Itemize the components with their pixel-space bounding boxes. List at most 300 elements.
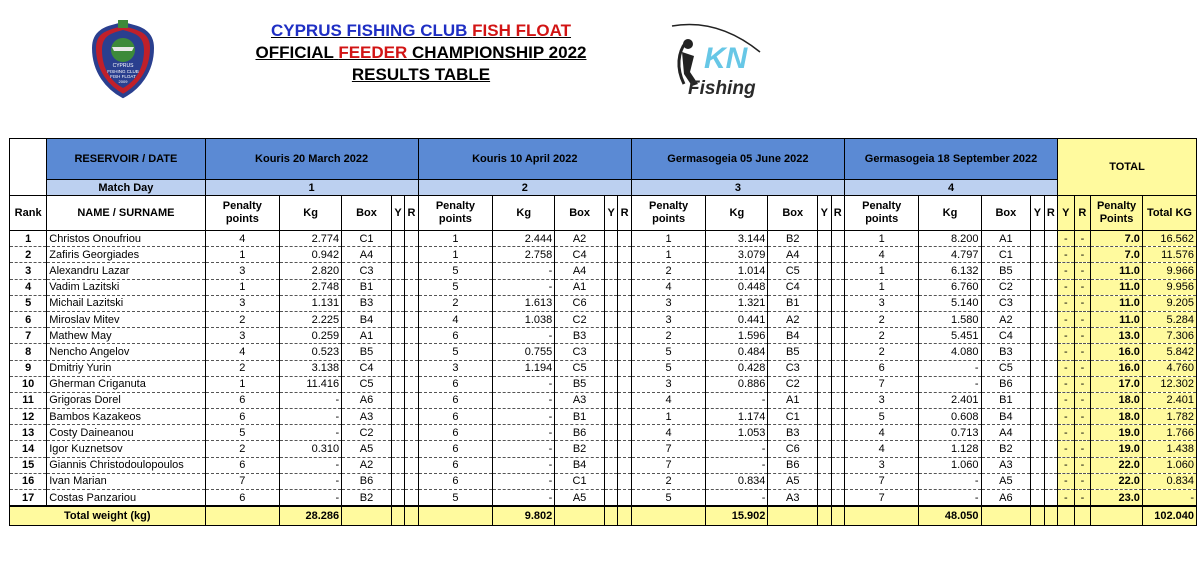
penalty-cell: 1	[844, 263, 919, 279]
penalty-cell: 1	[631, 231, 706, 247]
results-table	[9, 138, 1197, 526]
total-penalty-cell: 7.0	[1091, 231, 1143, 247]
yellow-card-cell	[818, 247, 831, 263]
box-cell: A2	[768, 311, 818, 327]
red-card-cell	[1044, 392, 1057, 408]
rank-cell: 4	[10, 279, 47, 295]
kg-cell: -	[493, 441, 555, 457]
table-row	[10, 295, 1197, 311]
red-card-cell	[831, 392, 844, 408]
total-r-cell: -	[1074, 473, 1091, 489]
kg-cell: 3.079	[706, 247, 768, 263]
kg-cell: 11.416	[280, 376, 342, 392]
box-cell: A3	[342, 409, 392, 425]
red-card-cell	[405, 441, 418, 457]
kg-cell: 0.428	[706, 360, 768, 376]
red-card-cell	[618, 392, 632, 408]
kg-cell: -	[280, 392, 342, 408]
total-y-cell: -	[1058, 279, 1075, 295]
table-row	[10, 360, 1197, 376]
yellow-card-cell	[391, 247, 404, 263]
table-row	[10, 425, 1197, 441]
reservoir-header: RESERVOIR / DATE	[47, 139, 205, 180]
total-kg-cell: 7.306	[1142, 328, 1196, 344]
total-penalty-cell: 16.0	[1091, 344, 1143, 360]
kg-cell: -	[493, 263, 555, 279]
total-kg-cell: 9.966	[1142, 263, 1196, 279]
box-cell: C1	[555, 473, 605, 489]
name-cell: Mathew May	[47, 328, 205, 344]
penalty-cell: 4	[631, 392, 706, 408]
penalty-cell: 6	[418, 392, 493, 408]
box-cell: A4	[768, 247, 818, 263]
rank-cell: 12	[10, 409, 47, 425]
match-4-title: Germasogeia 18 September 2022	[844, 139, 1057, 180]
red-card-cell	[405, 473, 418, 489]
kg-cell: 5.451	[919, 328, 981, 344]
yellow-card-cell	[1031, 490, 1044, 507]
total-y-cell: -	[1058, 344, 1075, 360]
total-kg-cell: 1.438	[1142, 441, 1196, 457]
box-cell: B5	[555, 376, 605, 392]
m4-y-header: Y	[1031, 196, 1044, 231]
kg-cell: 0.942	[280, 247, 342, 263]
yellow-card-cell	[1031, 328, 1044, 344]
penalty-cell: 3	[844, 392, 919, 408]
total-r-cell: -	[1074, 247, 1091, 263]
total-y-cell: -	[1058, 328, 1075, 344]
total-penalty-cell: 13.0	[1091, 328, 1143, 344]
yellow-card-cell	[818, 344, 831, 360]
kg-cell: 0.448	[706, 279, 768, 295]
table-row	[10, 473, 1197, 489]
table-row	[10, 441, 1197, 457]
penalty-cell: 5	[631, 360, 706, 376]
kg-cell: -	[919, 473, 981, 489]
grand-total-kg: 102.040	[1142, 506, 1196, 526]
name-cell: Igor Kuznetsov	[47, 441, 205, 457]
kg-cell: 0.310	[280, 441, 342, 457]
club-logo	[88, 20, 158, 100]
total-kg-cell: 2.401	[1142, 392, 1196, 408]
table-row	[10, 344, 1197, 360]
total-kg-cell: -	[1142, 490, 1196, 507]
table-row	[10, 457, 1197, 473]
total-penalty-cell: 17.0	[1091, 376, 1143, 392]
matchday-header: Match Day	[47, 180, 205, 196]
kg-cell: 0.608	[919, 409, 981, 425]
penalty-cell: 5	[418, 344, 493, 360]
yellow-card-cell	[391, 473, 404, 489]
penalty-cell: 3	[418, 360, 493, 376]
total-kg-cell: 5.284	[1142, 311, 1196, 327]
rank-cell: 6	[10, 311, 47, 327]
total-penalty-cell: 7.0	[1091, 247, 1143, 263]
kg-cell: 5.140	[919, 295, 981, 311]
total-kg-cell: 11.576	[1142, 247, 1196, 263]
penalty-cell: 4	[844, 441, 919, 457]
yellow-card-cell	[818, 409, 831, 425]
rank-cell: 15	[10, 457, 47, 473]
box-cell: C1	[981, 247, 1031, 263]
yellow-card-cell	[1031, 409, 1044, 425]
m3-kg-header: Kg	[706, 196, 768, 231]
box-cell: A1	[555, 279, 605, 295]
red-card-cell	[618, 344, 632, 360]
penalty-cell: 3	[205, 295, 280, 311]
match-2-day: 2	[418, 180, 631, 196]
name-cell: Grigoras Dorel	[47, 392, 205, 408]
penalty-cell: 5	[631, 344, 706, 360]
red-card-cell	[831, 344, 844, 360]
name-cell: Bambos Kazakeos	[47, 409, 205, 425]
total-y-cell: -	[1058, 425, 1075, 441]
total-r-cell: -	[1074, 376, 1091, 392]
red-card-cell	[831, 376, 844, 392]
penalty-cell: 2	[418, 295, 493, 311]
kg-cell: 0.484	[706, 344, 768, 360]
total-spacer	[631, 506, 706, 526]
box-cell: C2	[768, 376, 818, 392]
penalty-cell: 3	[205, 263, 280, 279]
kg-cell: 1.131	[280, 295, 342, 311]
red-card-cell	[831, 263, 844, 279]
penalty-cell: 1	[205, 376, 280, 392]
kg-cell: 8.200	[919, 231, 981, 247]
red-card-cell	[618, 490, 632, 507]
red-card-cell	[618, 409, 632, 425]
penalty-cell: 6	[205, 457, 280, 473]
match-1-title: Kouris 20 March 2022	[205, 139, 418, 180]
yellow-card-cell	[818, 263, 831, 279]
yellow-card-cell	[604, 328, 617, 344]
total-r-cell: -	[1074, 441, 1091, 457]
box-cell: C2	[981, 279, 1031, 295]
m3-box-header: Box	[768, 196, 818, 231]
red-card-cell	[405, 247, 418, 263]
total-header: TOTAL	[1058, 139, 1197, 196]
kg-cell: 1.613	[493, 295, 555, 311]
rank-cell: 2	[10, 247, 47, 263]
m1-penalty-header: Penalty points	[205, 196, 280, 231]
total-spacer	[618, 506, 632, 526]
kg-cell: 1.321	[706, 295, 768, 311]
rank-cell: 5	[10, 295, 47, 311]
rank-cell: 9	[10, 360, 47, 376]
match-total-kg: 15.902	[706, 506, 768, 526]
box-cell: A5	[555, 490, 605, 507]
total-spacer	[768, 506, 818, 526]
kg-cell: -	[280, 425, 342, 441]
box-cell: C3	[555, 344, 605, 360]
total-spacer	[205, 506, 280, 526]
total-penalty-cell: 11.0	[1091, 263, 1143, 279]
m1-box-header: Box	[342, 196, 392, 231]
table-row	[10, 392, 1197, 408]
yellow-card-cell	[818, 441, 831, 457]
total-r-cell: -	[1074, 409, 1091, 425]
total-y-cell: -	[1058, 295, 1075, 311]
red-card-cell	[1044, 473, 1057, 489]
red-card-cell	[405, 263, 418, 279]
yellow-card-cell	[604, 279, 617, 295]
red-card-cell	[618, 328, 632, 344]
kg-cell: -	[280, 409, 342, 425]
name-cell: Giannis Christodoulopoulos	[47, 457, 205, 473]
match-4-day: 4	[844, 180, 1057, 196]
m3-penalty-header: Penalty points	[631, 196, 706, 231]
box-cell: A1	[768, 392, 818, 408]
box-cell: C1	[342, 231, 392, 247]
box-cell: B6	[981, 376, 1031, 392]
yellow-card-cell	[604, 231, 617, 247]
match-total-kg: 48.050	[919, 506, 981, 526]
penalty-cell: 7	[631, 457, 706, 473]
kg-cell: -	[706, 457, 768, 473]
m2-kg-header: Kg	[493, 196, 555, 231]
penalty-cell: 6	[418, 409, 493, 425]
box-cell: B5	[342, 344, 392, 360]
red-card-cell	[618, 360, 632, 376]
total-penalty-cell: 11.0	[1091, 295, 1143, 311]
penalty-cell: 7	[844, 376, 919, 392]
kg-cell: -	[493, 473, 555, 489]
total-kg-cell: 9.205	[1142, 295, 1196, 311]
rank-cell: 8	[10, 344, 47, 360]
box-cell: B2	[342, 490, 392, 507]
red-card-cell	[831, 441, 844, 457]
red-card-cell	[831, 247, 844, 263]
box-cell: A1	[342, 328, 392, 344]
kg-cell: 2.444	[493, 231, 555, 247]
svg-text:2009: 2009	[118, 79, 128, 84]
yellow-card-cell	[818, 231, 831, 247]
red-card-cell	[1044, 376, 1057, 392]
total-y-cell: -	[1058, 392, 1075, 408]
rank-cell: 14	[10, 441, 47, 457]
box-cell: C2	[555, 311, 605, 327]
red-card-cell	[618, 473, 632, 489]
penalty-cell: 1	[205, 279, 280, 295]
kg-cell: 1.038	[493, 311, 555, 327]
total-kg-cell: 12.302	[1142, 376, 1196, 392]
m1-kg-header: Kg	[280, 196, 342, 231]
yellow-card-cell	[818, 360, 831, 376]
box-cell: A5	[981, 473, 1031, 489]
red-card-cell	[405, 231, 418, 247]
red-card-cell	[831, 231, 844, 247]
penalty-cell: 6	[418, 328, 493, 344]
kg-cell: 1.596	[706, 328, 768, 344]
penalty-cell: 2	[205, 360, 280, 376]
yellow-card-cell	[1031, 279, 1044, 295]
kg-cell: 1.128	[919, 441, 981, 457]
yellow-card-cell	[604, 376, 617, 392]
yellow-card-cell	[391, 376, 404, 392]
red-card-cell	[405, 490, 418, 507]
results-title: RESULTS TABLE	[351, 65, 491, 84]
total-kg-cell: 1.766	[1142, 425, 1196, 441]
total-penalty-cell: 18.0	[1091, 409, 1143, 425]
name-cell: Michail Lazitski	[47, 295, 205, 311]
red-card-cell	[1044, 344, 1057, 360]
box-cell: B3	[981, 344, 1031, 360]
total-penalty-cell: 22.0	[1091, 457, 1143, 473]
red-card-cell	[618, 376, 632, 392]
penalty-cell: 6	[205, 490, 280, 507]
kn-fishing-logo	[668, 22, 768, 100]
total-row	[10, 506, 1197, 526]
match-total-kg: 9.802	[493, 506, 555, 526]
penalty-cell: 4	[631, 425, 706, 441]
table-row	[10, 376, 1197, 392]
yellow-card-cell	[818, 279, 831, 295]
penalty-cell: 6	[844, 360, 919, 376]
box-cell: C2	[342, 425, 392, 441]
red-card-cell	[1044, 247, 1057, 263]
red-card-cell	[831, 279, 844, 295]
rank-cell: 3	[10, 263, 47, 279]
total-spacer	[818, 506, 831, 526]
name-header: NAME / SURNAME	[47, 196, 205, 231]
m1-r-header: R	[405, 196, 418, 231]
penalty-cell: 7	[205, 473, 280, 489]
box-cell: B4	[981, 409, 1031, 425]
name-cell: Miroslav Mitev	[47, 311, 205, 327]
red-card-cell	[618, 263, 632, 279]
red-card-cell	[831, 311, 844, 327]
kg-cell: 0.834	[706, 473, 768, 489]
red-card-cell	[405, 344, 418, 360]
total-kg-cell: 9.956	[1142, 279, 1196, 295]
club-title: CYPRUS FISHING CLUB FISH FLOAT	[270, 21, 572, 40]
yellow-card-cell	[391, 344, 404, 360]
kg-cell: -	[706, 441, 768, 457]
penalty-cell: 5	[418, 263, 493, 279]
match-1-day: 1	[205, 180, 418, 196]
total-y-header: Y	[1058, 196, 1075, 231]
total-r-cell: -	[1074, 360, 1091, 376]
box-cell: B1	[555, 409, 605, 425]
box-cell: C4	[342, 360, 392, 376]
total-kg-cell: 16.562	[1142, 231, 1196, 247]
yellow-card-cell	[604, 263, 617, 279]
red-card-cell	[405, 409, 418, 425]
box-cell: B6	[768, 457, 818, 473]
box-cell: A4	[342, 247, 392, 263]
kg-cell: 1.014	[706, 263, 768, 279]
penalty-cell: 3	[205, 328, 280, 344]
penalty-cell: 2	[631, 263, 706, 279]
penalty-cell: 6	[418, 441, 493, 457]
box-cell: A5	[342, 441, 392, 457]
box-cell: C3	[981, 295, 1031, 311]
penalty-cell: 6	[418, 457, 493, 473]
total-y-cell: -	[1058, 231, 1075, 247]
rank-cell: 1	[10, 231, 47, 247]
kg-cell: 0.886	[706, 376, 768, 392]
box-cell: A3	[981, 457, 1031, 473]
total-penalty-cell: 11.0	[1091, 311, 1143, 327]
red-card-cell	[1044, 409, 1057, 425]
penalty-cell: 2	[844, 311, 919, 327]
total-penalty-header: Penalty Points	[1091, 196, 1143, 231]
svg-text:KN: KN	[704, 42, 748, 75]
red-card-cell	[618, 231, 632, 247]
penalty-cell: 6	[418, 425, 493, 441]
yellow-card-cell	[1031, 344, 1044, 360]
penalty-cell: 4	[844, 247, 919, 263]
yellow-card-cell	[1031, 311, 1044, 327]
red-card-cell	[1044, 441, 1057, 457]
penalty-cell: 7	[844, 490, 919, 507]
box-cell: C6	[555, 295, 605, 311]
penalty-cell: 4	[844, 425, 919, 441]
yellow-card-cell	[391, 441, 404, 457]
total-y-cell: -	[1058, 311, 1075, 327]
kg-cell: 1.194	[493, 360, 555, 376]
red-card-cell	[1044, 490, 1057, 507]
penalty-cell: 2	[205, 441, 280, 457]
total-penalty-cell: 19.0	[1091, 441, 1143, 457]
red-card-cell	[831, 409, 844, 425]
kg-cell: 2.758	[493, 247, 555, 263]
box-cell: A6	[981, 490, 1031, 507]
penalty-cell: 2	[631, 328, 706, 344]
name-cell: Ivan Marian	[47, 473, 205, 489]
name-cell: Alexandru Lazar	[47, 263, 205, 279]
red-card-cell	[831, 328, 844, 344]
yellow-card-cell	[391, 328, 404, 344]
rank-cell: 7	[10, 328, 47, 344]
penalty-cell: 4	[205, 231, 280, 247]
kg-cell: -	[493, 328, 555, 344]
total-spacer	[555, 506, 605, 526]
svg-text:CYPRUS: CYPRUS	[112, 63, 134, 69]
name-cell: Gherman Criganuta	[47, 376, 205, 392]
box-cell: A3	[555, 392, 605, 408]
total-r-cell: -	[1074, 231, 1091, 247]
yellow-card-cell	[604, 425, 617, 441]
kg-cell: 1.060	[919, 457, 981, 473]
kg-cell: -	[280, 457, 342, 473]
name-cell: Christos Onoufriou	[47, 231, 205, 247]
yellow-card-cell	[604, 490, 617, 507]
box-cell: C4	[981, 328, 1031, 344]
red-card-cell	[618, 425, 632, 441]
match-3-title: Germasogeia 05 June 2022	[631, 139, 844, 180]
box-cell: A1	[981, 231, 1031, 247]
total-r-cell: -	[1074, 295, 1091, 311]
penalty-cell: 5	[418, 490, 493, 507]
table-row	[10, 311, 1197, 327]
total-spacer	[1044, 506, 1057, 526]
total-r-cell: -	[1074, 457, 1091, 473]
rank-cell: 10	[10, 376, 47, 392]
box-cell: A5	[768, 473, 818, 489]
box-cell: A2	[555, 231, 605, 247]
name-cell: Nencho Angelov	[47, 344, 205, 360]
total-spacer	[418, 506, 493, 526]
red-card-cell	[831, 490, 844, 507]
m1-y-header: Y	[391, 196, 404, 231]
rank-cell: 13	[10, 425, 47, 441]
match-3-day: 3	[631, 180, 844, 196]
red-card-cell	[831, 473, 844, 489]
red-card-cell	[405, 328, 418, 344]
kg-cell: -	[493, 457, 555, 473]
total-y-cell: -	[1058, 376, 1075, 392]
